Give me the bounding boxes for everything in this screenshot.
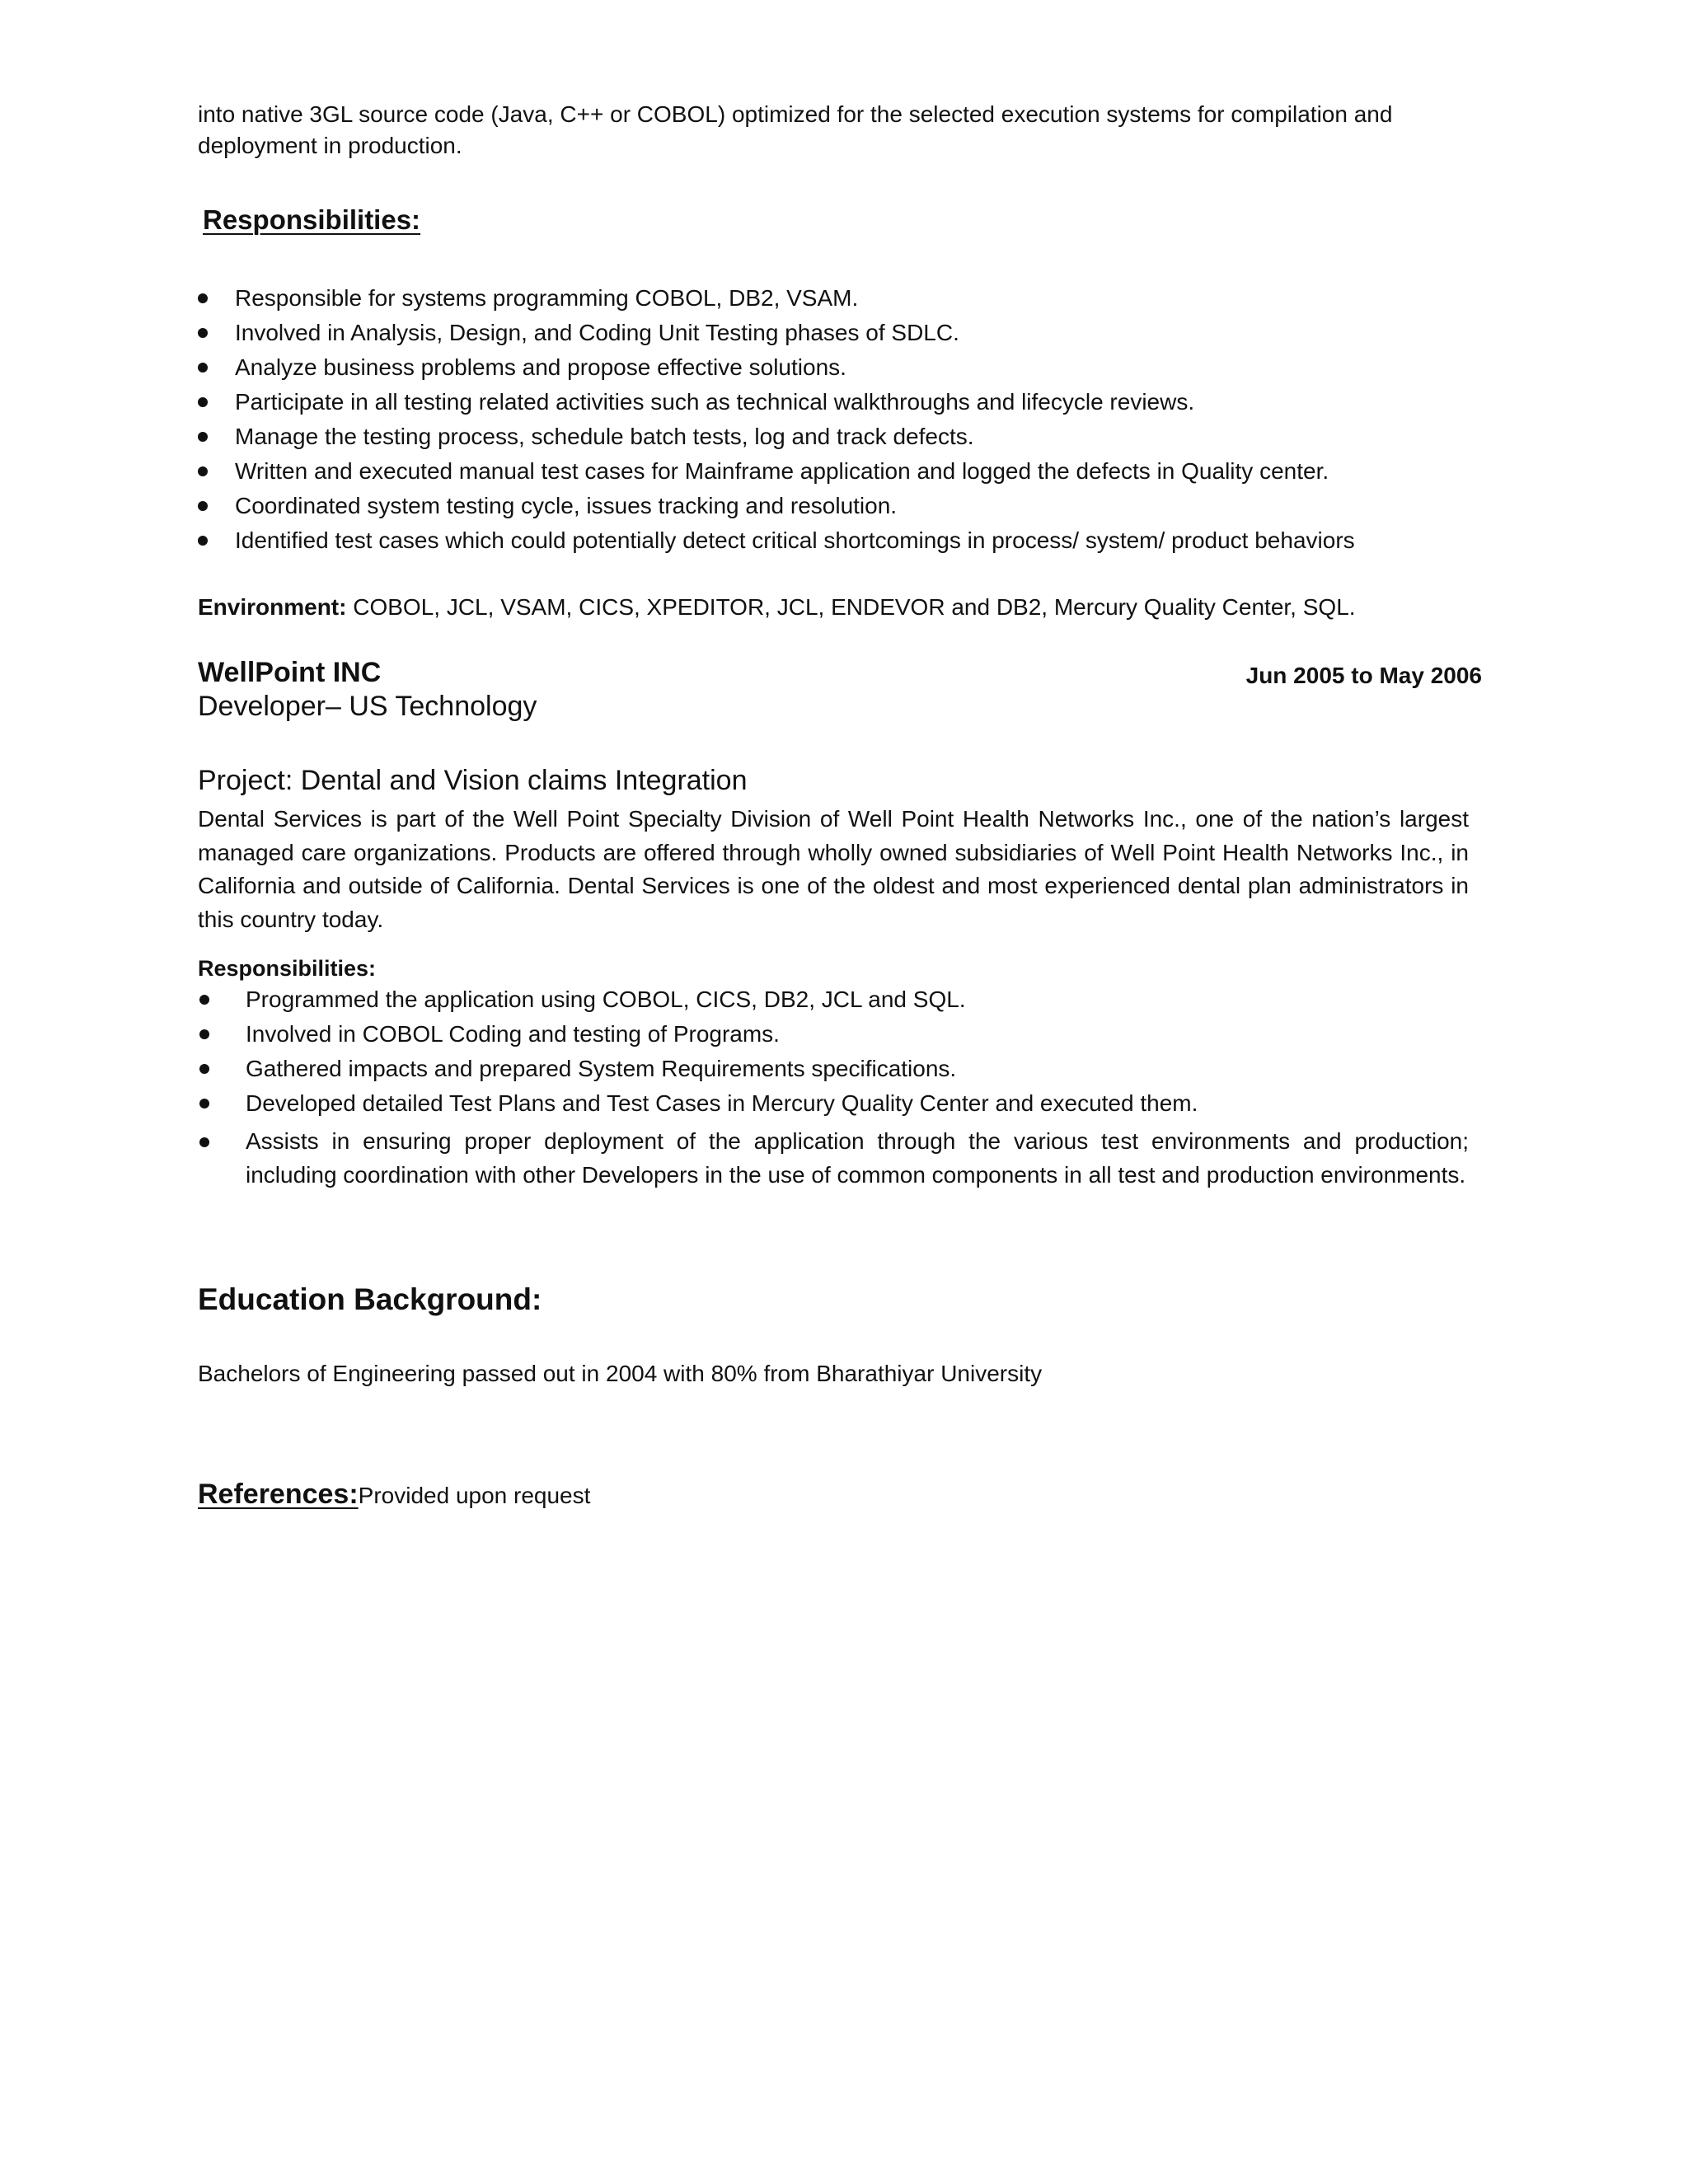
- list-item: [198, 523, 1517, 558]
- list-item-text: Involved in COBOL Coding and testing of Programs.: [246, 1021, 780, 1047]
- bullet-icon: [199, 995, 209, 1005]
- list-item: [198, 316, 1517, 350]
- list-item-text: Coordinated system testing cycle, issues tracking and resolution.: [235, 493, 898, 518]
- list-item: [198, 385, 1517, 419]
- list-item: [198, 454, 1517, 489]
- list-item-text: Involved in Analysis, Design, and Coding Unit Testing phases of SDLC.: [235, 320, 959, 345]
- list-item-text: Analyze business problems and propose effective solutions.: [235, 354, 846, 380]
- list-item-text: Assists in ensuring proper deployment of the application through the various test environments and production; including coordination with other Developers in the use of common components in all test and production environments.: [246, 1128, 1469, 1188]
- list-item-text: Written and executed manual test cases for Mainframe application and logged the defects in Quality center.: [235, 458, 1329, 484]
- list-item: [198, 419, 1517, 454]
- list-item: [198, 1052, 1469, 1086]
- company-name: WellPoint INC: [198, 657, 382, 688]
- list-item: [198, 982, 1469, 1017]
- environment-line: [198, 592, 1517, 623]
- bullet-icon: [198, 536, 208, 546]
- job-role: Developer– US Technology: [198, 691, 537, 722]
- list-item-text: Responsible for systems programming COBOL, DB2, VSAM.: [235, 285, 859, 311]
- education-heading: Education Background:: [198, 1282, 542, 1316]
- list-item: [198, 489, 1517, 523]
- intro-paragraph: into native 3GL source code (Java, C++ or COBOL) optimized for the selected execution systems for compilation and deployment in production.: [198, 101, 1393, 158]
- list-item-text: Identified test cases which could potentially detect critical shortcomings in process/ system/ product behaviors: [235, 527, 1355, 553]
- list-item: [198, 281, 1517, 316]
- environment-value: COBOL, JCL, VSAM, CICS, XPEDITOR, JCL, ENDEVOR and DB2, Mercury Quality Center, SQL.: [353, 594, 1356, 620]
- environment-label: Environment:: [198, 594, 347, 620]
- bullet-icon: [198, 328, 208, 338]
- list-item-text: Developed detailed Test Plans and Test Cases in Mercury Quality Center and executed them.: [246, 1090, 1198, 1116]
- bullet-icon: [198, 466, 208, 476]
- bullet-icon: [199, 1064, 209, 1074]
- job-responsibilities-heading: Responsibilities:: [198, 956, 377, 981]
- list-item-text: Gathered impacts and prepared System Requirements specifications.: [246, 1056, 957, 1081]
- list-item-text: Manage the testing process, schedule batch tests, log and track defects.: [235, 424, 974, 449]
- references-text: Provided upon request: [358, 1483, 591, 1508]
- list-item: [198, 1086, 1469, 1121]
- references-line: [198, 1479, 590, 1511]
- bullet-icon: [199, 1099, 209, 1108]
- education-text: Bachelors of Engineering passed out in 2004 with 80% from Bharathiyar University: [198, 1361, 1043, 1386]
- list-item: [198, 1017, 1469, 1052]
- bullet-icon: [198, 397, 208, 407]
- employment-dates: Jun 2005 to May 2006: [1245, 663, 1482, 688]
- list-item-text: Programmed the application using COBOL, CICS, DB2, JCL and SQL.: [246, 987, 966, 1012]
- references-heading: References:: [198, 1479, 359, 1510]
- bullet-icon: [199, 1029, 209, 1039]
- list-item: [198, 350, 1517, 385]
- bullet-icon: [198, 501, 208, 511]
- bullet-icon: [198, 363, 208, 373]
- job-responsibilities-list: [198, 982, 1469, 1192]
- bullet-icon: [198, 432, 208, 442]
- responsibilities-list: [198, 281, 1517, 558]
- list-item: [198, 1125, 1469, 1192]
- bullet-icon: [198, 293, 208, 303]
- project-description: Dental Services is part of the Well Point Specialty Division of Well Point Health Networks Inc., one of the nation’s largest managed care organizations. Products are offered through wholly owned subsidiaries of Well Point Health Networks Inc., in California and outside of California. Dental Services is one of the oldest and most experienced dental plan administrators in this country today.: [198, 806, 1469, 932]
- project-title: Project: Dental and Vision claims Integration: [198, 765, 748, 796]
- responsibilities-heading: Responsibilities:: [203, 204, 421, 235]
- bullet-icon: [199, 1137, 209, 1147]
- list-item-text: Participate in all testing related activities such as technical walkthroughs and lifecycle reviews.: [235, 389, 1195, 415]
